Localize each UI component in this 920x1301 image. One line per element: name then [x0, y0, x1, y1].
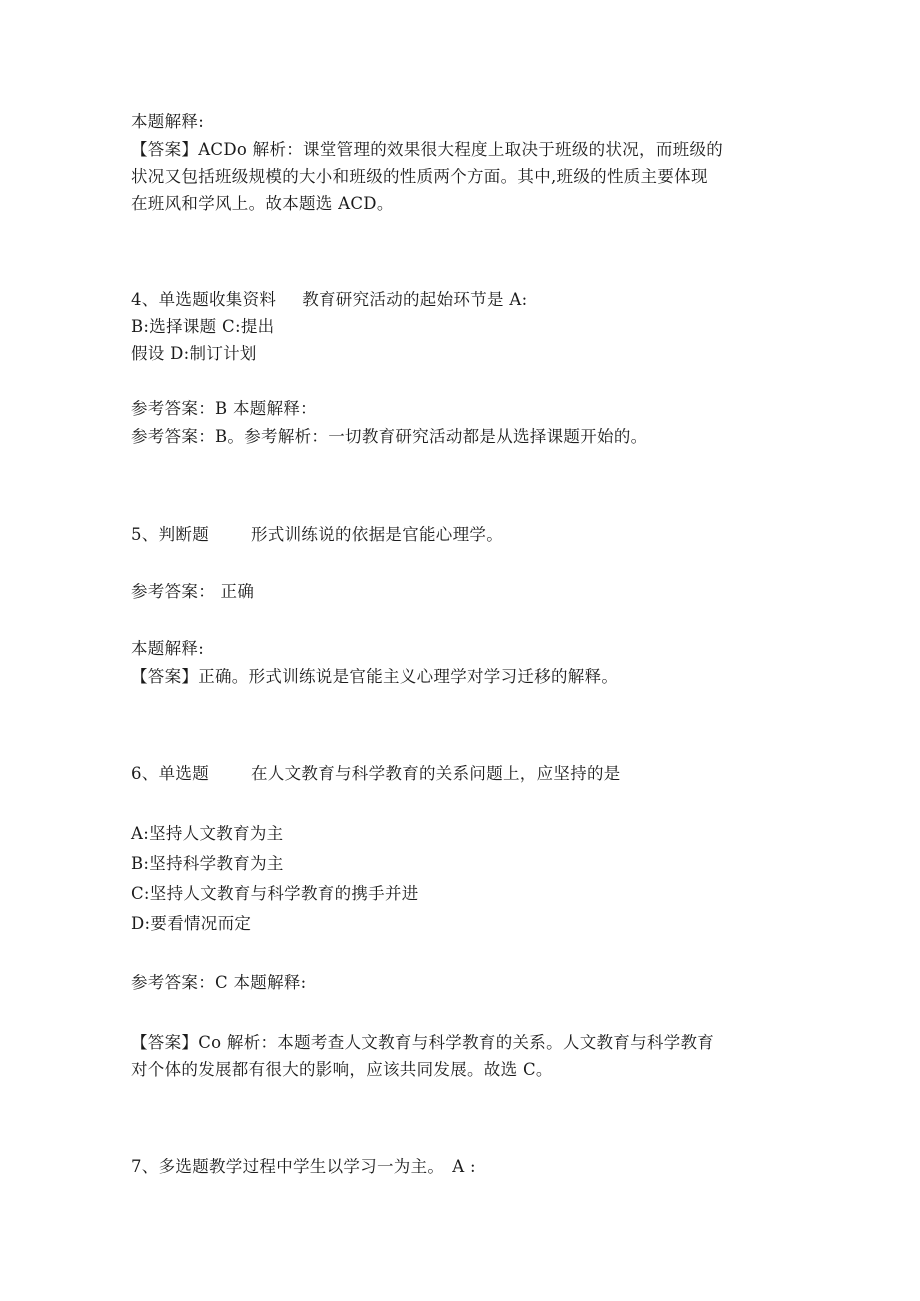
q5-header [131, 524, 503, 546]
q5-head: 5、判断题 [131, 525, 209, 544]
q4-head: 4、单选题收集资料 [131, 290, 277, 309]
q6-option-d: D:要看情况而定 [131, 914, 252, 933]
explanation-line-3: 在班风和学风上。故本题选 ACD。 [131, 194, 394, 213]
q5-stem: 形式训练说的依据是官能心理学。 [251, 525, 503, 544]
q5-explanation: 【答案】正确。形式训练说是官能主义心理学对学习迁移的解释。 [131, 667, 619, 686]
q4-options-line-2: 假设 D:制订计划 [131, 344, 257, 363]
q5-explanation-label: 本题解释: [131, 639, 205, 658]
q4-stem: 教育研究活动的起始环节是 A: [302, 290, 528, 309]
explanation-label: 本题解释: [131, 112, 205, 131]
q6-explanation-line-1: 【答案】Co 解析：本题考查人文教育与科学教育的关系。人文教育与科学教育 [131, 1033, 715, 1052]
q6-head: 6、单选题 [131, 764, 209, 783]
q4-explanation: 参考答案：B。参考解析：一切教育研究活动都是从选择课题开始的。 [131, 427, 648, 446]
q6-option-c: C:坚持人文教育与科学教育的携手并进 [131, 884, 419, 903]
q6-explanation-line-2: 对个体的发展都有很大的影响，应该共同发展。故选 C。 [131, 1060, 553, 1079]
q4-header [131, 289, 527, 311]
q4-options-line-1: B:选择课题 C:提出 [131, 317, 275, 336]
q6-option-b: B:坚持科学教育为主 [131, 854, 284, 873]
q7-head: 7、多选题教学过程中学生以学习一为主。 [131, 1157, 445, 1176]
explanation-line-1: 【答案】ACDo 解析：课堂管理的效果很大程度上取决于班级的状况，而班级的 [131, 140, 724, 159]
q6-stem: 在人文教育与科学教育的关系问题上，应坚持的是 [251, 764, 621, 783]
q7-suffix: A : [452, 1157, 476, 1176]
explanation-line-2: 状况又包括班级规模的大小和班级的性质两个方面。其中,班级的性质主要体现 [131, 167, 708, 186]
q6-option-a: A:坚持人文教育为主 [131, 824, 284, 843]
q5-answer: 参考答案： 正确 [131, 582, 255, 601]
q6-header [131, 763, 621, 785]
q4-answer: 参考答案：B 本题解释： [131, 399, 317, 418]
q7-header [131, 1156, 476, 1178]
q6-answer: 参考答案：C 本题解释: [131, 973, 307, 992]
